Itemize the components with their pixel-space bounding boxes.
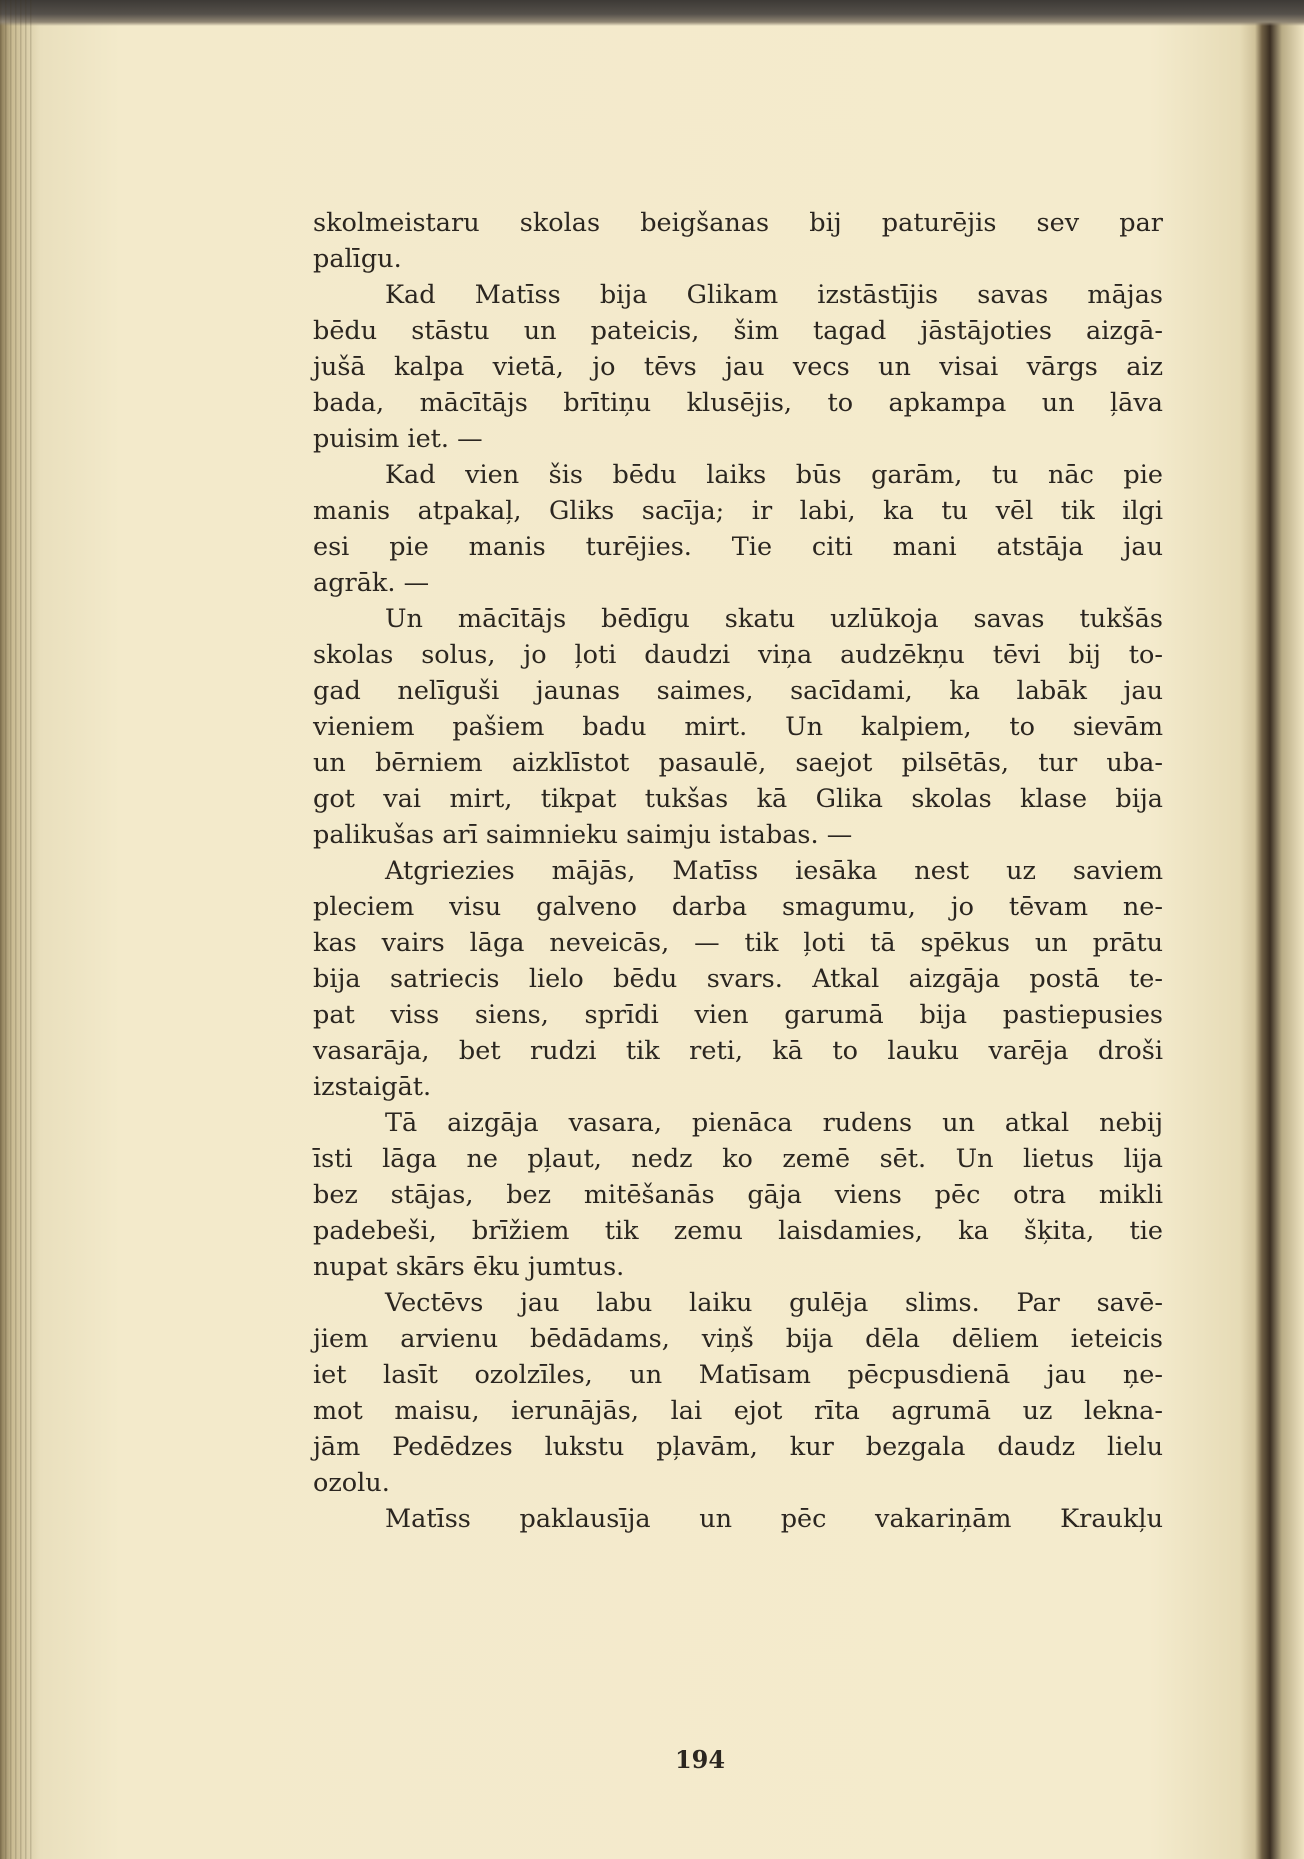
text-line: Vectēvs jau labu laiku gulēja slims. Par savē- <box>385 1288 1163 1318</box>
text-line: un bērniem aizklīstot pasaulē, saejot pilsētās, tur uba- <box>313 748 1163 778</box>
text-line: Kad vien šis bēdu laiks būs garām, tu nāc pie <box>385 460 1163 490</box>
text-line: esi pie manis turējies. Tie citi mani atstāja jau <box>313 532 1163 562</box>
text-line: Kad Matīss bija Glikam izstāstījis savas mājas <box>385 280 1163 310</box>
text-line: Tā aizgāja vasara, pienāca rudens un atkal nebij <box>385 1108 1163 1138</box>
text-line: bēdu stāstu un pateicis, šim tagad jāstājoties aizgā- <box>313 316 1163 346</box>
text-line: iet lasīt ozolzīles, un Matīsam pēcpusdienā jau ņe- <box>313 1360 1163 1390</box>
page-top-edge <box>0 0 1304 26</box>
text-line: jiem arvienu bēdādams, viņš bija dēla dēliem ieteicis <box>313 1324 1163 1354</box>
text-line: īsti lāga ne pļaut, nedz ko zemē sēt. Un lietus lija <box>313 1144 1163 1174</box>
text-line: jušā kalpa vietā, jo tēvs jau vecs un visai vārgs aiz <box>313 352 1163 382</box>
text-line: bez stājas, bez mitēšanās gāja viens pēc otra mikli <box>313 1180 1163 1210</box>
text-line: skolmeistaru skolas beigšanas bij paturējis sev par <box>313 208 1163 238</box>
text-line: pleciem visu galveno darba smagumu, jo tēvam ne- <box>313 892 1163 922</box>
text-line: pat viss siens, sprīdi vien garumā bija pastiepusies <box>313 1000 1163 1030</box>
text-line: manis atpakaļ, Gliks sacīja; ir labi, ka tu vēl tik ilgi <box>313 496 1163 526</box>
text-line: vasarāja, bet rudzi tik reti, kā to lauku varēja droši <box>313 1036 1163 1066</box>
text-line: Atgriezies mājās, Matīss iesāka nest uz saviem <box>385 856 1163 886</box>
text-line: ozolu. <box>313 1468 390 1498</box>
text-line: mot maisu, ierunājās, lai ejot rīta agrumā uz lekna- <box>313 1396 1163 1426</box>
text-line: vieniem pašiem badu mirt. Un kalpiem, to sievām <box>313 712 1163 742</box>
text-line: izstaigāt. <box>313 1072 432 1102</box>
text-line: skolas solus, jo ļoti daudzi viņa audzēkņu tēvi bij to- <box>313 640 1163 670</box>
text-line: got vai mirt, tikpat tukšas kā Glika skolas klase bija <box>313 784 1163 814</box>
book-spine-edge <box>0 0 34 1859</box>
text-line: puisim iet. — <box>313 424 483 454</box>
text-line: padebeši, brīžiem tik zemu laisdamies, ka šķita, tie <box>313 1216 1163 1246</box>
text-line: Matīss paklausīja un pēc vakariņām Kraukļu <box>385 1504 1163 1534</box>
page-body-text <box>313 205 1163 1537</box>
text-line: kas vairs lāga neveicās, — tik ļoti tā spēkus un prātu <box>313 928 1163 958</box>
text-line: palīgu. <box>313 244 402 274</box>
text-line: palikušas arī saimnieku saimju istabas. — <box>313 820 853 850</box>
page-number: 194 <box>674 1745 726 1774</box>
text-line: nupat skārs ēku jumtus. <box>313 1252 625 1282</box>
text-line: gad nelīguši jaunas saimes, sacīdami, ka labāk jau <box>313 676 1163 706</box>
text-line: jām Pedēdzes lukstu pļavām, kur bezgala daudz lielu <box>313 1432 1163 1462</box>
text-line: agrāk. — <box>313 568 430 598</box>
text-line: bada, mācītājs brītiņu klusējis, to apkampa un ļāva <box>313 388 1163 418</box>
text-line: Un mācītājs bēdīgu skatu uzlūkoja savas tukšās <box>385 604 1163 634</box>
text-line: bija satriecis lielo bēdu svars. Atkal aizgāja postā te- <box>313 964 1163 994</box>
